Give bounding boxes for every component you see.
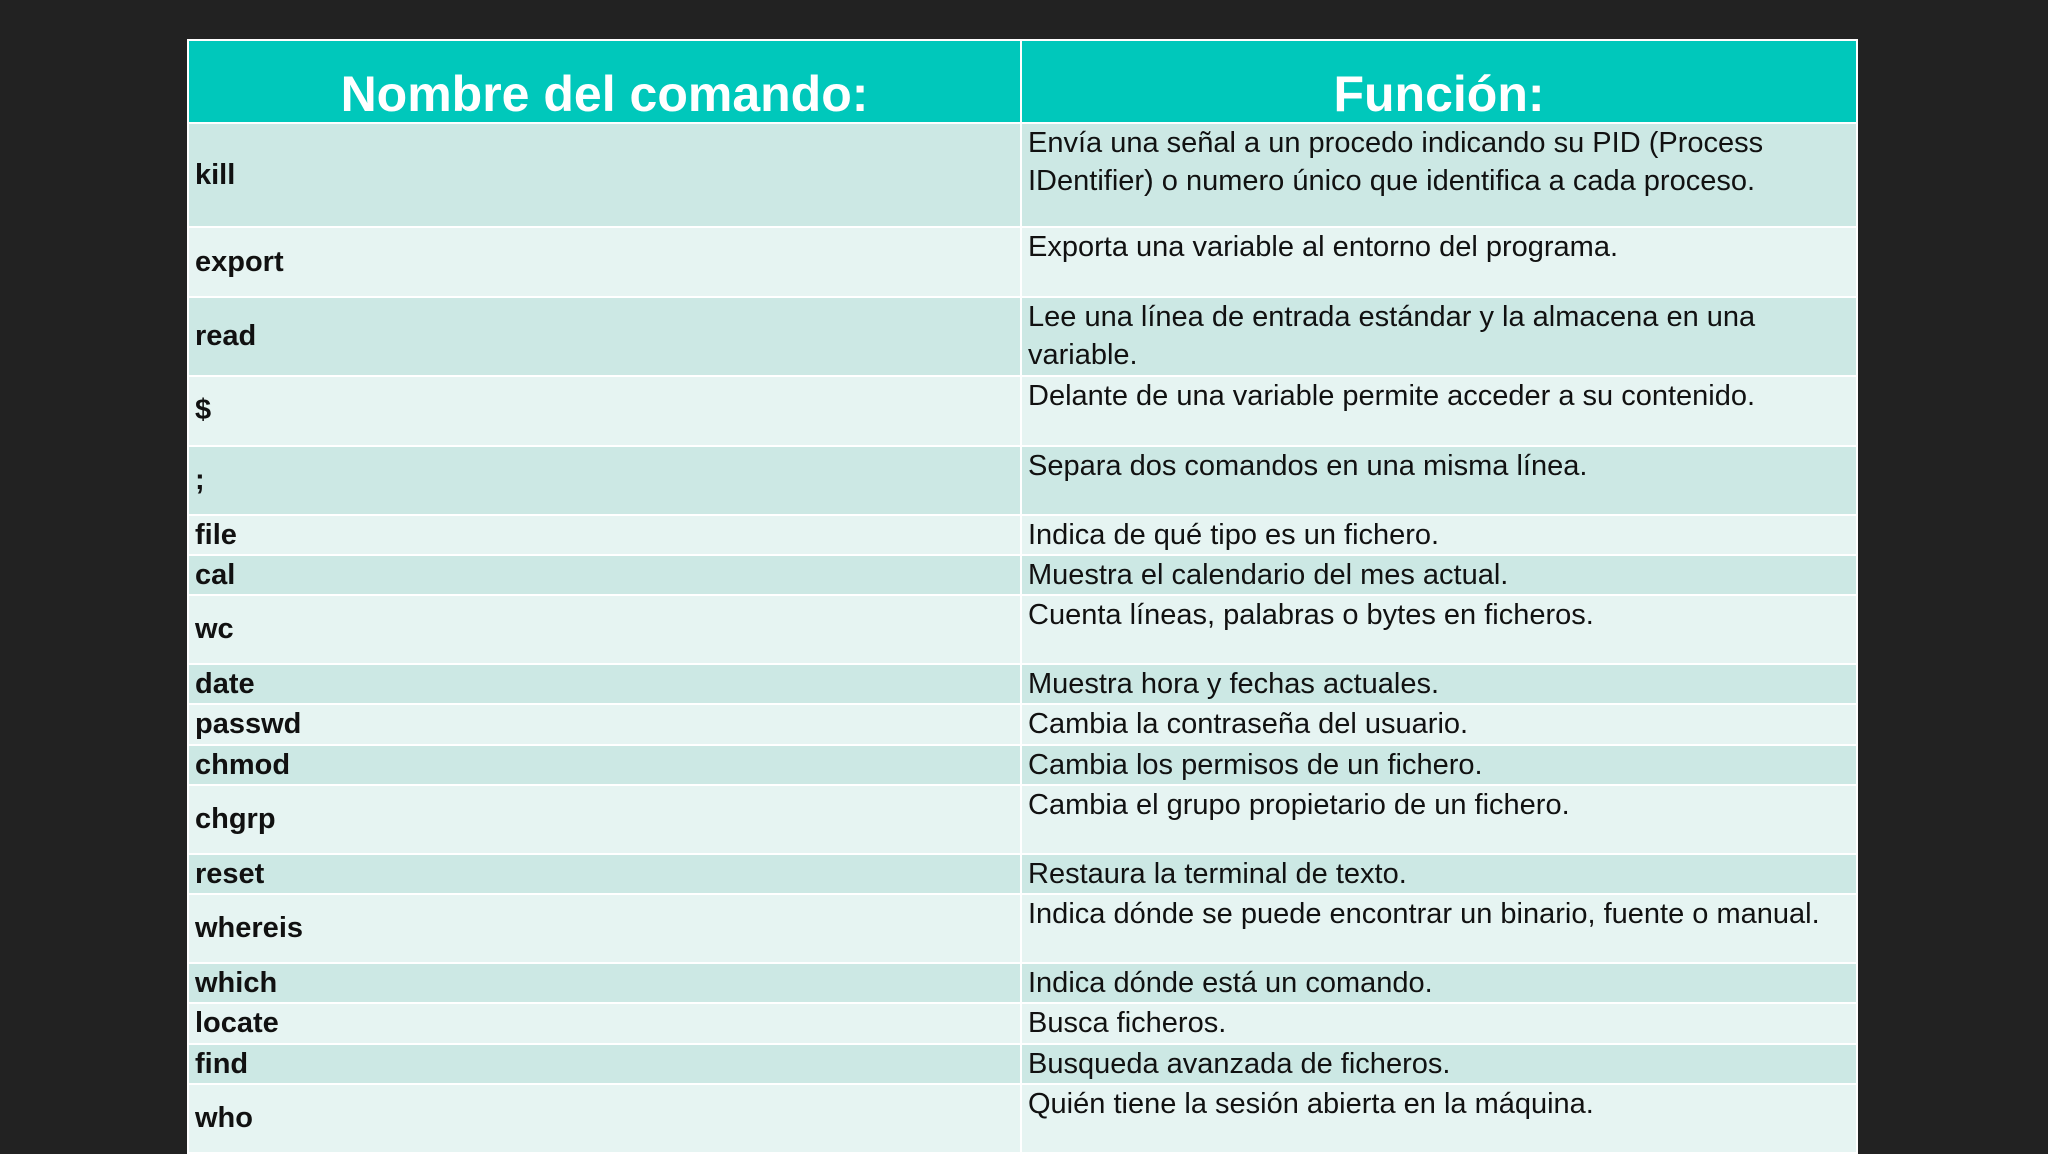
- command-name-cell: chmod: [188, 745, 1021, 785]
- table-row: [188, 227, 1857, 297]
- command-name-cell: kill: [188, 123, 1021, 227]
- command-name-cell: whereis: [188, 894, 1021, 963]
- table-row: [188, 664, 1857, 704]
- command-name-cell: file: [188, 515, 1021, 555]
- command-function-cell: Indica dónde está un comando.: [1021, 963, 1857, 1003]
- command-function-cell: Lee una línea de entrada estándar y la almacena en una variable.: [1021, 297, 1857, 376]
- table-row: [188, 595, 1857, 664]
- command-function-cell: Separa dos comandos en una misma línea.: [1021, 446, 1857, 515]
- table-row: [188, 446, 1857, 515]
- command-name-cell: passwd: [188, 704, 1021, 744]
- command-name-cell: cal: [188, 555, 1021, 595]
- slide: [187, 39, 1856, 1135]
- command-name-cell: which: [188, 963, 1021, 1003]
- table-row: [188, 854, 1857, 894]
- command-function-cell: Quién tiene la sesión abierta en la máquina.: [1021, 1084, 1857, 1153]
- commands-table: [187, 39, 1858, 1154]
- command-name-cell: read: [188, 297, 1021, 376]
- command-function-cell: Cambia el grupo propietario de un fichero.: [1021, 785, 1857, 854]
- table-row: [188, 745, 1857, 785]
- table-row: [188, 1003, 1857, 1043]
- command-function-cell: Envía una señal a un procedo indicando su PID (Process IDentifier) o numero único que identifica a cada proceso.: [1021, 123, 1857, 227]
- command-function-cell: Cambia los permisos de un fichero.: [1021, 745, 1857, 785]
- table-row: [188, 376, 1857, 446]
- header-command-name: Nombre del comando:: [188, 40, 1021, 123]
- command-function-cell: Muestra hora y fechas actuales.: [1021, 664, 1857, 704]
- command-name-cell: chgrp: [188, 785, 1021, 854]
- command-name-cell: export: [188, 227, 1021, 297]
- table-header-row: [188, 40, 1857, 123]
- table-row: [188, 555, 1857, 595]
- command-function-cell: Muestra el calendario del mes actual.: [1021, 555, 1857, 595]
- command-function-cell: Indica dónde se puede encontrar un binario, fuente o manual.: [1021, 894, 1857, 963]
- table-row: [188, 297, 1857, 376]
- command-function-cell: Busqueda avanzada de ficheros.: [1021, 1044, 1857, 1084]
- command-function-cell: Cuenta líneas, palabras o bytes en ficheros.: [1021, 595, 1857, 664]
- command-name-cell: ;: [188, 446, 1021, 515]
- header-function: Función:: [1021, 40, 1857, 123]
- table-row: [188, 704, 1857, 744]
- command-name-cell: locate: [188, 1003, 1021, 1043]
- command-function-cell: Indica de qué tipo es un fichero.: [1021, 515, 1857, 555]
- command-name-cell: wc: [188, 595, 1021, 664]
- table-row: [188, 515, 1857, 555]
- command-name-cell: $: [188, 376, 1021, 446]
- command-name-cell: date: [188, 664, 1021, 704]
- table-row: [188, 1044, 1857, 1084]
- command-function-cell: Delante de una variable permite acceder a su contenido.: [1021, 376, 1857, 446]
- command-function-cell: Restaura la terminal de texto.: [1021, 854, 1857, 894]
- command-name-cell: who: [188, 1084, 1021, 1153]
- table-row: [188, 785, 1857, 854]
- table-row: [188, 894, 1857, 963]
- table-row: [188, 963, 1857, 1003]
- command-function-cell: Exporta una variable al entorno del programa.: [1021, 227, 1857, 297]
- command-function-cell: Busca ficheros.: [1021, 1003, 1857, 1043]
- table-row: [188, 123, 1857, 227]
- command-name-cell: reset: [188, 854, 1021, 894]
- command-name-cell: find: [188, 1044, 1021, 1084]
- command-function-cell: Cambia la contraseña del usuario.: [1021, 704, 1857, 744]
- table-row: [188, 1084, 1857, 1153]
